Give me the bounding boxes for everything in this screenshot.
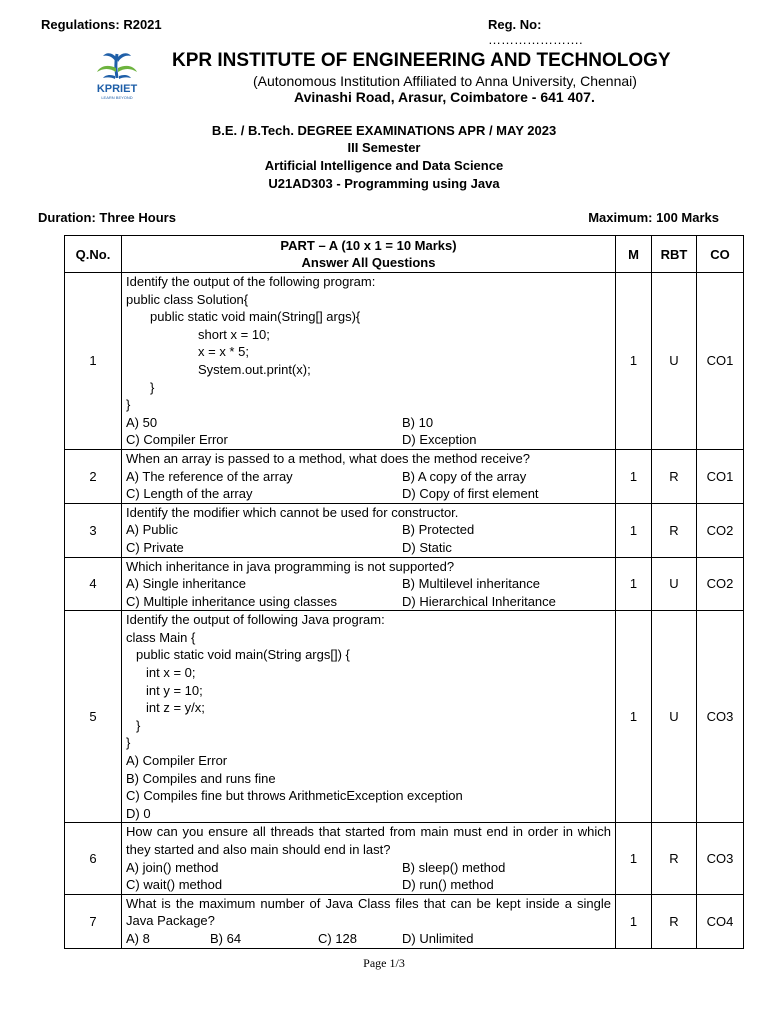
option-a: A) join() method — [126, 859, 219, 875]
question-table — [64, 235, 744, 949]
question-number: 2 — [65, 449, 122, 503]
code-line: x = x * 5; — [198, 344, 249, 360]
reg-no-blank: …………………. — [488, 32, 583, 47]
option-a: A) 8 — [126, 930, 150, 946]
options — [126, 930, 611, 948]
question-number: 4 — [65, 557, 122, 611]
course-outcome: CO3 — [697, 611, 744, 823]
option-a: A) The reference of the array — [126, 468, 293, 484]
question-number: 3 — [65, 503, 122, 557]
rbt-level: U — [652, 273, 697, 450]
option-a: A) Compiler Error — [126, 753, 228, 769]
part-instruction: Answer All Questions — [301, 255, 436, 270]
marks: 1 — [616, 894, 652, 948]
options — [126, 521, 611, 556]
institute-name: KPR INSTITUTE OF ENGINEERING AND TECHNOLOGY — [172, 50, 671, 71]
option-a: A) Single inheritance — [126, 576, 246, 592]
logo-text: KPRIET — [96, 83, 138, 95]
question-text — [122, 611, 616, 823]
code-line: public static void main(String args[]) { — [136, 647, 350, 663]
option-b: B) 10 — [402, 414, 434, 430]
department: Artificial Intelligence and Data Science — [264, 158, 504, 173]
question-line: Identify the modifier which cannot be used for constructor. — [126, 504, 459, 520]
option-a: A) 50 — [126, 414, 158, 430]
col-rbt: RBT — [652, 236, 697, 273]
question-number: 7 — [65, 894, 122, 948]
code-line: public static void main(String[] args){ — [150, 309, 361, 325]
code-line: int y = 10; — [146, 682, 203, 698]
kpriet-logo — [86, 44, 148, 102]
exam-title: B.E. / B.Tech. DEGREE EXAMINATIONS APR / MAY 2023 — [211, 123, 557, 138]
options — [126, 859, 611, 894]
code-line: System.out.print(x); — [198, 361, 311, 377]
code-line: class Main { — [126, 629, 196, 645]
course-title: U21AD303 - Programming using Java — [268, 176, 500, 191]
marks: 1 — [616, 611, 652, 823]
marks: 1 — [616, 273, 652, 450]
regulations-label: Regulations: R2021 — [41, 17, 162, 32]
question-line: What is the maximum number of Java Class files that can be kept inside a single Java Package? — [126, 895, 611, 929]
option-d: D) Unlimited — [402, 930, 474, 946]
part-title: PART – A (10 x 1 = 10 Marks) — [280, 238, 457, 253]
rbt-level: R — [652, 449, 697, 503]
option-c: C) Multiple inheritance using classes — [126, 593, 337, 609]
table-row — [65, 894, 744, 948]
course-outcome: CO1 — [697, 449, 744, 503]
options — [126, 575, 611, 610]
course-outcome: CO2 — [697, 503, 744, 557]
code-line: } — [126, 735, 131, 751]
course-outcome: CO2 — [697, 557, 744, 611]
rbt-level: R — [652, 894, 697, 948]
course-outcome: CO1 — [697, 273, 744, 450]
course-outcome: CO3 — [697, 823, 744, 894]
page-number: Page 1/3 — [363, 956, 405, 970]
marks: 1 — [616, 823, 652, 894]
option-d: D) Hierarchical Inheritance — [402, 593, 556, 609]
options — [126, 414, 611, 449]
col-co: CO — [697, 236, 744, 273]
question-text — [122, 449, 616, 503]
table-row — [65, 823, 744, 894]
col-qno: Q.No. — [65, 236, 122, 273]
rbt-level: U — [652, 557, 697, 611]
code-line: } — [126, 397, 131, 413]
course-outcome: CO4 — [697, 894, 744, 948]
question-line: Identify the output of following Java program: — [126, 612, 385, 628]
semester: III Semester — [347, 140, 421, 155]
option-d: D) Copy of first element — [402, 486, 539, 502]
question-text — [122, 273, 616, 450]
option-d: D) Static — [402, 539, 452, 555]
code-line: public class Solution{ — [126, 291, 249, 307]
rbt-level: U — [652, 611, 697, 823]
code-line: int z = y/x; — [146, 700, 205, 716]
marks: 1 — [616, 503, 652, 557]
part-heading — [122, 236, 616, 273]
question-text — [122, 557, 616, 611]
code-line: } — [150, 379, 155, 395]
option-b: B) A copy of the array — [402, 468, 527, 484]
option-d: D) Exception — [402, 432, 477, 448]
option-a: A) Public — [126, 522, 179, 538]
table-row — [65, 557, 744, 611]
option-c: C) Private — [126, 539, 184, 555]
question-text — [122, 503, 616, 557]
reg-no — [488, 17, 621, 47]
question-line: How can you ensure all threads that started from main must end in order in which they started and also main should end in last? — [126, 824, 611, 857]
question-text — [122, 894, 616, 948]
table-row — [65, 449, 744, 503]
reg-no-label: Reg. No: — [488, 17, 542, 32]
option-d: D) 0 — [126, 805, 151, 821]
rbt-level: R — [652, 823, 697, 894]
marks: 1 — [616, 449, 652, 503]
header-top-line — [41, 17, 621, 47]
logo-tagline: LEARN BEYOND — [101, 95, 133, 100]
option-b: B) 64 — [210, 930, 242, 946]
option-c: C) Length of the array — [126, 486, 253, 502]
question-text — [122, 823, 616, 894]
question-number: 1 — [65, 273, 122, 450]
table-header-row — [65, 236, 744, 273]
table-row — [65, 273, 744, 450]
code-line: short x = 10; — [198, 326, 270, 342]
option-b: B) Compiles and runs fine — [126, 770, 276, 786]
marks: 1 — [616, 557, 652, 611]
table-row — [65, 611, 744, 823]
option-c: C) 128 — [318, 930, 358, 946]
option-c: C) Compiles fine but throws ArithmeticException exception — [126, 788, 463, 804]
rbt-level: R — [652, 503, 697, 557]
maximum-marks: Maximum: 100 Marks — [588, 210, 719, 225]
question-number: 6 — [65, 823, 122, 894]
question-number: 5 — [65, 611, 122, 823]
col-marks: M — [616, 236, 652, 273]
code-line: int x = 0; — [146, 665, 196, 681]
option-b: B) sleep() method — [402, 859, 506, 875]
option-c: C) Compiler Error — [126, 432, 228, 448]
question-line: When an array is passed to a method, what does the method receive? — [126, 450, 530, 466]
code-line: } — [136, 717, 141, 733]
option-c: C) wait() method — [126, 877, 223, 893]
institute-address: Avinashi Road, Arasur, Coimbatore - 641 407. — [294, 89, 595, 105]
duration: Duration: Three Hours — [38, 210, 176, 225]
option-d: D) run() method — [402, 877, 494, 893]
institute-affiliation: (Autonomous Institution Affiliated to Anna University, Chennai) — [253, 73, 637, 89]
question-line: Identify the output of the following program: — [126, 274, 376, 289]
option-b: B) Multilevel inheritance — [402, 576, 541, 592]
question-line: Which inheritance in java programming is not supported? — [126, 558, 455, 574]
logo-emblem-icon — [86, 44, 148, 102]
table-row — [65, 503, 744, 557]
option-b: B) Protected — [402, 522, 475, 538]
options — [126, 468, 611, 503]
